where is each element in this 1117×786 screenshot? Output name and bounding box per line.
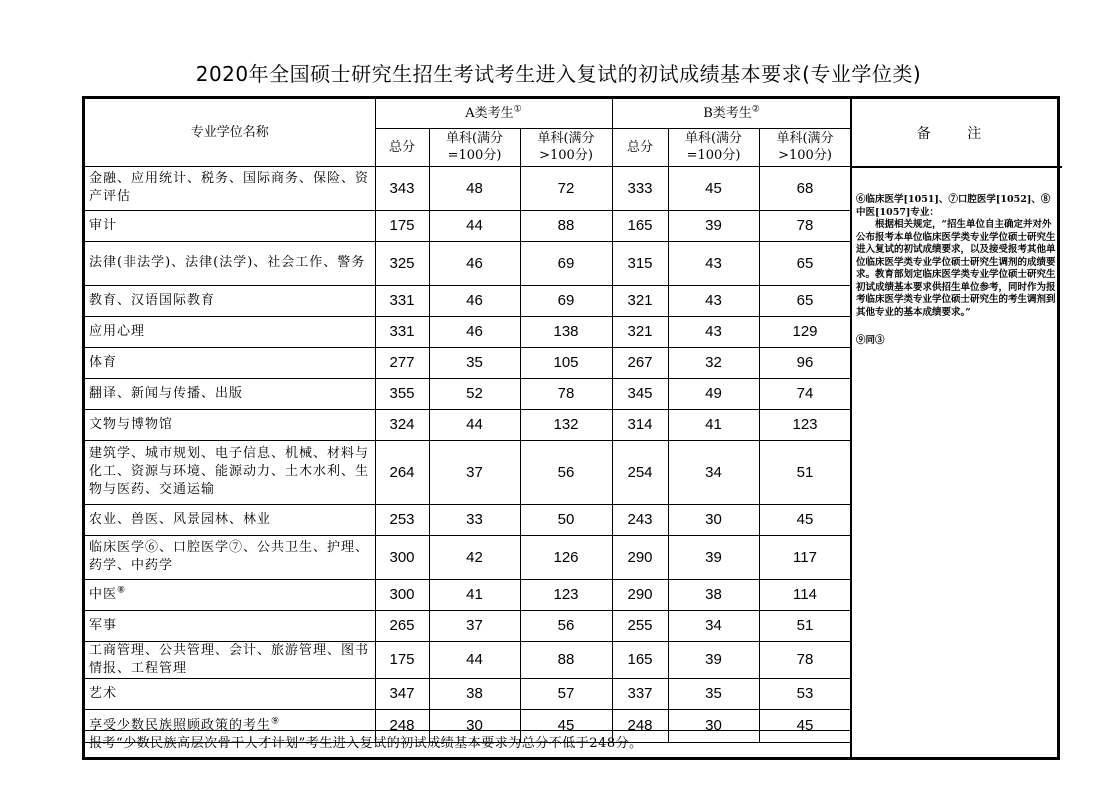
score-cell-a-sover: 138 [520,316,612,347]
score-cell-b-sover: 123 [759,409,851,440]
major-name-text: 享受少数民族照顾政策的考生 [89,717,272,733]
score-cell-a-total: 331 [375,285,429,316]
remarks-column [850,99,1062,757]
score-cell-b-sover: 65 [759,285,851,316]
score-cell-b-sover: 53 [759,678,851,709]
score-cell-b-total: 254 [612,440,668,504]
major-name-text: 教育、汉语国际教育 [89,292,216,308]
score-cell-a-sover: 57 [520,678,612,709]
header-group-b: B类考生② [612,99,851,128]
major-name-cell [85,504,375,535]
score-cell-b-s100: 34 [668,610,759,641]
score-cell-b-sover: 51 [759,610,851,641]
score-cell-a-sover: 72 [520,166,612,210]
major-name-cell [85,409,375,440]
remarks-header: 备 注 [852,99,1062,168]
major-name-cell [85,285,375,316]
score-cell-b-sover: 96 [759,347,851,378]
score-cell-a-sover: 69 [520,241,612,285]
score-cell-a-sover: 56 [520,610,612,641]
header-b-total: 总分 [612,128,668,166]
major-name-text: 中医 [89,586,118,602]
table-row [85,678,851,709]
major-name-text: 金融、应用统计、税务、国际商务、保险、资产评估 [89,171,370,204]
score-cell-b-sover: 78 [759,641,851,678]
table-row [85,347,851,378]
header-group-a: A类考生① [375,99,612,128]
score-cell-a-total: 355 [375,378,429,409]
table-row [85,378,851,409]
table-row [85,285,851,316]
score-cell-a-sover: 132 [520,409,612,440]
major-name-cell [85,610,375,641]
remark-line-2: 根据相关规定，“招生单位自主确定并对外公布报考本单位临床医学类专业学位硕士研究生进入复试的初试成绩要求，以及接受报考其他单位临床医学类专业学位硕士研究生调剂的成绩要求。教育部划定临床医学类专业学位硕士研究生初试成绩基本要求供招生单位参考，同时作为报考临床医学类专业学位硕士研究生的考生调剂到其他专业的基本成绩要求。” [856,219,1056,318]
score-cell-a-total: 325 [375,241,429,285]
score-cell-b-sover: 74 [759,378,851,409]
table-row [85,579,851,610]
score-cell-a-s100: 52 [429,378,520,409]
score-cell-a-s100: 44 [429,210,520,241]
score-cell-b-s100: 43 [668,241,759,285]
table-row [85,316,851,347]
table-row [85,440,851,504]
score-cell-a-sover: 69 [520,285,612,316]
remarks-body [852,168,1062,348]
score-cell-a-sover: 105 [520,347,612,378]
score-cell-b-total: 315 [612,241,668,285]
score-cell-b-sover: 78 [759,210,851,241]
footnote: 报考“少数民族高层次骨干人才计划”考生进入复试的初试成绩基本要求为总分不低于248分。 [85,730,851,757]
score-cell-b-total: 165 [612,210,668,241]
major-name-cell [85,241,375,285]
score-cell-b-total: 248 [612,709,668,742]
score-cell-b-s100: 34 [668,440,759,504]
score-cell-a-s100: 37 [429,610,520,641]
major-name-cell [85,678,375,709]
score-cell-a-sover: 56 [520,440,612,504]
score-cell-a-s100: 42 [429,535,520,579]
score-cell-b-s100: 30 [668,504,759,535]
score-cell-a-total: 300 [375,535,429,579]
score-cell-b-sover: 114 [759,579,851,610]
score-cell-a-s100: 37 [429,440,520,504]
score-cell-b-total: 165 [612,641,668,678]
major-name-text: 法律(非法学)、法律(法学)、社会工作、警务 [89,255,366,270]
score-cell-b-total: 321 [612,285,668,316]
score-cell-b-total: 290 [612,535,668,579]
score-cell-b-sover: 68 [759,166,851,210]
score-cell-a-s100: 41 [429,579,520,610]
score-cell-b-total: 321 [612,316,668,347]
table-row [85,535,851,579]
table-row [85,409,851,440]
major-name-text: 艺术 [89,685,118,701]
table-row [85,641,851,678]
score-cell-b-s100: 43 [668,285,759,316]
score-cell-a-sover: 123 [520,579,612,610]
score-cell-a-s100: 30 [429,709,520,742]
score-cell-a-total: 343 [375,166,429,210]
score-table [85,99,852,743]
remark-line-1: ⑥临床医学[1051]、⑦口腔医学[1052]、⑧中医[1057]专业： [856,194,1051,218]
score-cell-b-s100: 39 [668,641,759,678]
score-cell-a-s100: 33 [429,504,520,535]
header-b-single-over-100: 单科(满分 >100分) [759,128,851,166]
page-title: 2020年全国硕士研究生招生考试考生进入复试的初试成绩基本要求(专业学位类) [195,62,922,86]
remark-line-3: ⑨同③ [856,335,885,346]
score-cell-b-s100: 43 [668,316,759,347]
major-name-cell [85,641,375,678]
score-cell-b-s100: 41 [668,409,759,440]
score-cell-b-total: 345 [612,378,668,409]
score-cell-b-s100: 39 [668,210,759,241]
score-cell-b-s100: 35 [668,678,759,709]
score-cell-a-s100: 46 [429,285,520,316]
score-cell-b-sover: 45 [759,709,851,742]
score-table-frame [82,96,1060,760]
score-cell-a-total: 175 [375,210,429,241]
score-cell-a-s100: 44 [429,641,520,678]
score-cell-a-total: 265 [375,610,429,641]
major-name-text: 工商管理、公共管理、会计、旅游管理、图书情报、工程管理 [89,642,370,676]
score-cell-b-total: 314 [612,409,668,440]
major-name-text: 翻译、新闻与传播、出版 [89,385,244,401]
score-cell-a-s100: 35 [429,347,520,378]
score-cell-b-sover: 65 [759,241,851,285]
score-cell-a-s100: 44 [429,409,520,440]
table-row [85,166,851,210]
footnote-mark: ⑨ [271,716,281,727]
score-cell-a-total: 248 [375,709,429,742]
score-cell-b-total: 243 [612,504,668,535]
score-cell-a-total: 347 [375,678,429,709]
score-cell-b-total: 255 [612,610,668,641]
header-a-single-100: 单科(满分 =100分) [429,128,520,166]
score-cell-a-total: 175 [375,641,429,678]
major-name-text: 建筑学、城市规划、电子信息、机械、材料与化工、资源与环境、能源动力、土木水利、生物与医药、交通运输 [89,446,370,497]
score-cell-b-total: 333 [612,166,668,210]
score-cell-b-s100: 38 [668,579,759,610]
major-name-text: 农业、兽医、风景园林、林业 [89,511,272,527]
header-b-single-100: 单科(满分 =100分) [668,128,759,166]
score-cell-a-total: 277 [375,347,429,378]
score-cell-a-sover: 45 [520,709,612,742]
score-cell-a-sover: 78 [520,378,612,409]
score-cell-b-sover: 45 [759,504,851,535]
major-name-cell [85,210,375,241]
table-row [85,504,851,535]
score-cell-b-s100: 45 [668,166,759,210]
major-name-cell [85,166,375,210]
major-name-cell [85,579,375,610]
score-cell-a-s100: 46 [429,316,520,347]
score-cell-a-sover: 88 [520,210,612,241]
score-cell-a-total: 331 [375,316,429,347]
score-cell-a-sover: 126 [520,535,612,579]
score-cell-a-s100: 38 [429,678,520,709]
score-cell-a-total: 300 [375,579,429,610]
score-cell-b-s100: 32 [668,347,759,378]
major-name-text: 体育 [89,354,118,370]
score-cell-a-total: 264 [375,440,429,504]
major-name-text: 临床医学⑥、口腔医学⑦、公共卫生、护理、药学、中药学 [89,540,370,573]
score-cell-a-sover: 88 [520,641,612,678]
score-cell-b-sover: 117 [759,535,851,579]
footnote-mark: ⑧ [117,585,127,596]
score-cell-b-total: 267 [612,347,668,378]
major-name-cell [85,535,375,579]
score-cell-a-s100: 48 [429,166,520,210]
header-a-single-over-100: 单科(满分 >100分) [520,128,612,166]
score-cell-b-sover: 129 [759,316,851,347]
major-name-text: 军事 [89,617,118,633]
score-cell-b-sover: 51 [759,440,851,504]
score-cell-b-total: 290 [612,579,668,610]
score-cell-b-s100: 30 [668,709,759,742]
header-major-name: 专业学位名称 [85,99,375,166]
major-name-text: 文物与博物馆 [89,416,174,432]
major-name-cell [85,347,375,378]
major-name-text: 审计 [89,217,118,233]
table-row [85,241,851,285]
score-cell-a-sover: 50 [520,504,612,535]
major-name-cell [85,316,375,347]
score-cell-a-total: 253 [375,504,429,535]
major-name-cell [85,440,375,504]
major-name-text: 应用心理 [89,323,146,339]
score-cell-a-total: 324 [375,409,429,440]
score-cell-b-total: 337 [612,678,668,709]
score-cell-b-s100: 49 [668,378,759,409]
table-row [85,610,851,641]
major-name-cell [85,378,375,409]
header-a-total: 总分 [375,128,429,166]
score-cell-a-s100: 46 [429,241,520,285]
score-cell-b-s100: 39 [668,535,759,579]
table-row [85,210,851,241]
